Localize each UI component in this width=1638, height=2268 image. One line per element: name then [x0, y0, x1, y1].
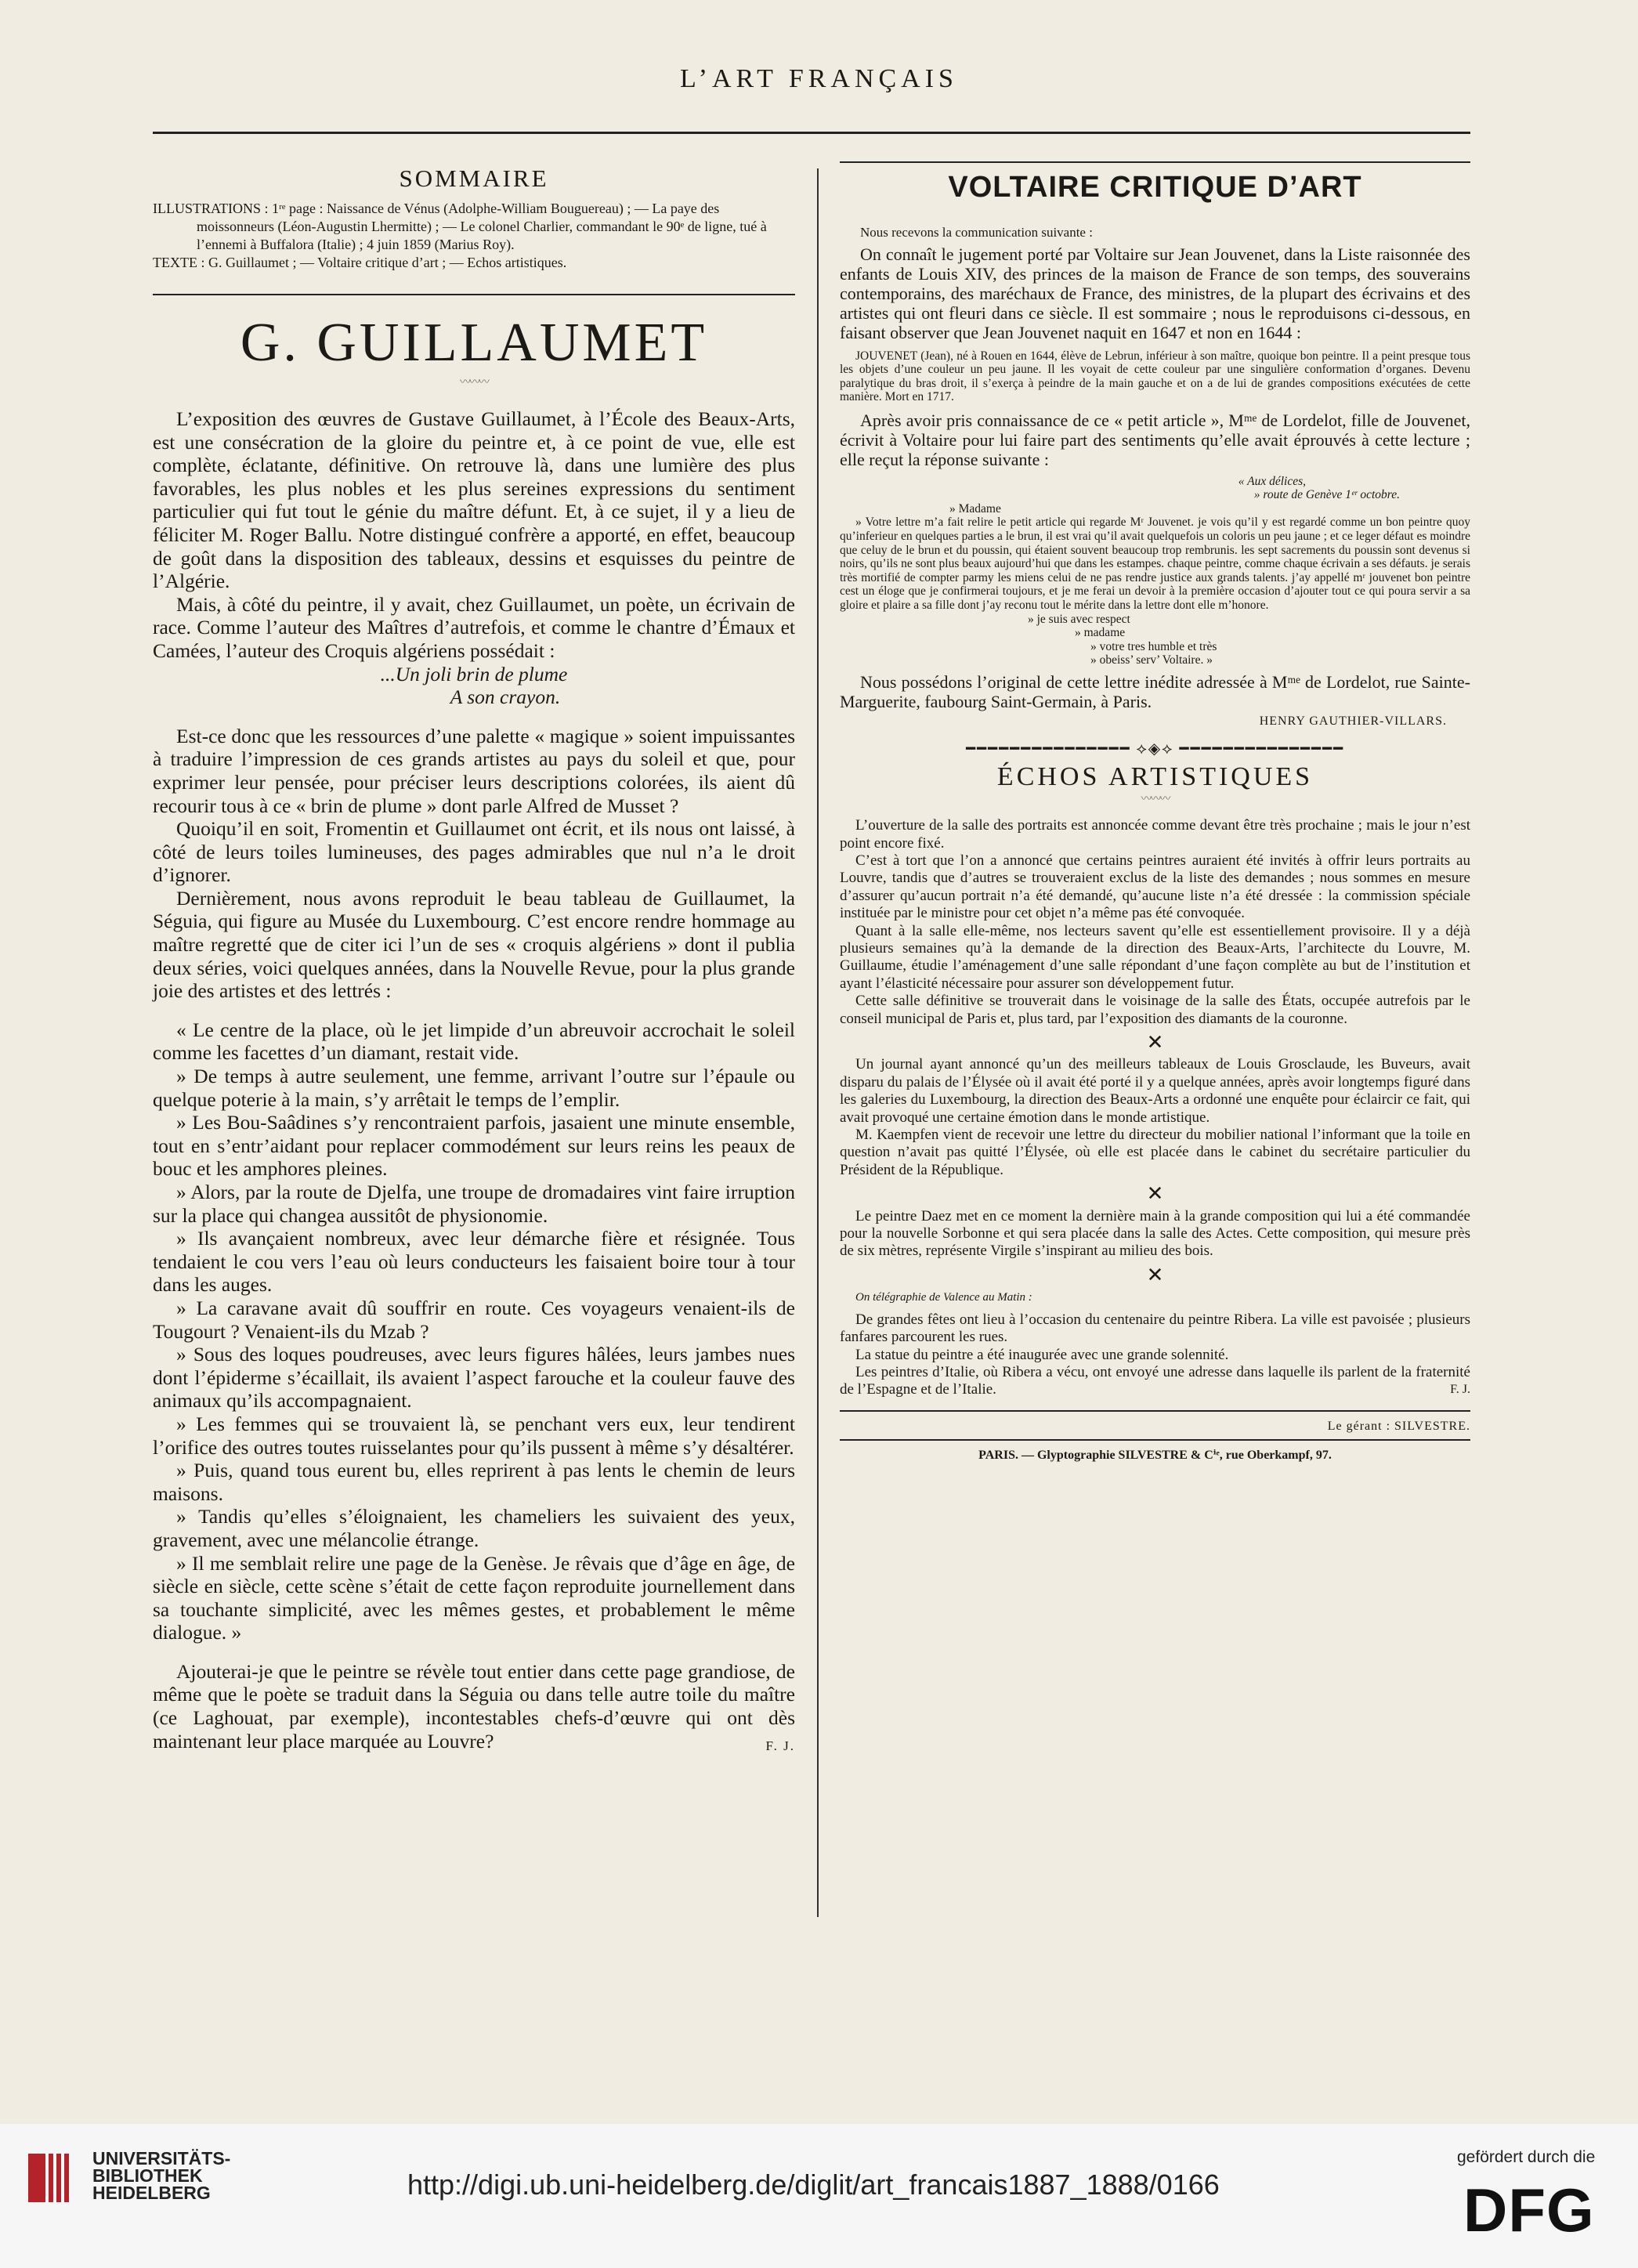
paragraph	[840, 1364, 1470, 1399]
closing-rule	[840, 1410, 1470, 1412]
header-rule	[153, 132, 1470, 134]
library-name-line: BIBLIOTHEK	[92, 2165, 203, 2186]
article-title-voltaire: VOLTAIRE CRITIQUE D’ART	[948, 171, 1362, 204]
permalink[interactable]: http://digi.ub.uni-heidelberg.de/diglit/art_francais1887_1888/0166	[407, 2169, 1220, 2201]
voltaire-article	[840, 226, 1470, 1465]
paragraph: C’est à tort que l’on a annoncé que certains peintres auraient été invités à offrir leurs portraits au Louvre, tandis que d’autres se trouveraient exclus de la liste des demandes ; nous sommes en mesure d’assurer qu’aucun portrait n’a été demandé, qu’aucune liste n’a été dressée : la commission spéciale instituée par le ministre pour cet objet n’a même pas été convoquée.	[840, 852, 1470, 922]
paragraph: On connaît le jugement porté par Voltaire sur Jean Jouvenet, dans la Liste raisonnée des enfants de Louis XIV, des princes de la maison de France de son temps, des souverains contemporains, des maréchaux de France, des ministres, de la plupart des écrivains et des artistes qui ont fleuri dans ce siècle. Il est sommaire ; nous le reproduisons ci-dessous, en faisant observer que Jean Jouvenet naquit en 1647 et non en 1644 :	[840, 244, 1470, 343]
letter-body: » Votre lettre m’a fait relire le petit article qui regarde Mʳ Jouvenet. je vois qu’il y est regardé comme un bon peintre quoy qu’inferieur en quelques parties a le brun, il est vrai qu’il avait quelquefois un coloris un peu jaune ; et ce leger défaut es moindre que celuy de le brun et du poussin, qui étaient souvent beaucoup trop rembrunis. les sept sacrements du poussin sont devenus si noirs, qu’ils ne sont plus beaux aujourd’hui que dans les estampes. chaque peintre, comme chaque écrivain a ses défauts. je serais très mortifié de compter parmy les miens celui de ne pas rendre justice aux grands talents. j’ay appellé mʳ jouvenet bon peintre cest un éloge que je confirmerai toujours, et je me ferai un devoir à la première occasion d’ajouter tout ce qui poura servir a sa gloire et plaire a sa fille dont j’ay reconu tout le mérite dans la lettre dont elle m’honore.	[840, 515, 1470, 612]
letter-closing: » je suis avec respect	[1028, 612, 1130, 626]
quote-paragraph: » De temps à autre seulement, une femme, arrivant l’outre sur l’épaule ou quelque poterie à la main, s’y arrêtait le temps de l’emplir.	[153, 1065, 795, 1111]
sommaire-rule	[153, 294, 795, 295]
paragraph: Après avoir pris connaissance de ce « petit article », Mᵐᵉ de Lordelot, fille de Jouvenet, écrivit à Voltaire pour lui faire part des sentiments qu’elle avait éprouvés à cette lecture ; elle reçut la réponse suivante :	[840, 410, 1470, 470]
sommaire-illustrations: ILLUSTRATIONS : 1ʳᵉ page : Naissance de Vénus (Adolphe-William Bouguereau) ; — La paye des moissonneurs (Léon-Augustin Lhermitte) ; — Le colonel Charlier, commandant le 90ᵉ de ligne, tué à l’ennemi à Buffalora (Italie) ; 4 juin 1859 (Marius Roy).	[153, 201, 767, 252]
voltaire-top-rule	[840, 161, 1470, 163]
closing-text: Ajouterai-je que le peintre se révèle tout entier dans cette page grandiose, de même que le poète se traduit dans la Séguia ou dans telle autre toile du maître (ce Laghouat, par exemple), incontestables chefs-d’œuvre qui ont dès maintenant leur place marquée au Louvre?	[153, 1659, 795, 1753]
library-logo-icon	[25, 2150, 75, 2205]
letter-closing: » votre tres humble et très	[1090, 639, 1217, 653]
section-ornament: ━━━━━━━━━━━━━━━ ⟡◈⟡ ━━━━━━━━━━━━━━━	[965, 740, 1345, 758]
paragraph: Le peintre Daez met en ce moment la dernière main à la grande composition qui lui a été commandée pour la nouvelle Sorbonne et qui sera placée dans la salle des Actes. Cette composition, qui mesure près de six mètres, représente Virgile s’inspirant au milieu des bois.	[840, 1207, 1470, 1260]
quote-paragraph: » Il me semblait relire une page de la Genèse. Je rêvais que d’âge en âge, de siècle en siècle, cette scène s’était de cette façon reproduite journellement dans sa touchante simplicité, avec les mêmes gestes, et probablement le même dialogue. »	[153, 1551, 795, 1644]
quote-paragraph: » Puis, quand tous eurent bu, elles reprirent à pas lents le chemin de leurs maisons.	[153, 1459, 795, 1505]
echos-section	[840, 817, 1470, 1399]
verse-line: A son crayon.	[450, 685, 561, 709]
paragraph: L’exposition des œuvres de Gustave Guillaumet, à l’École des Beaux-Arts, est une consécration de la gloire du peintre et, à ce point de vue, elle est complète, éclatante, définitive. On retrouve là, dans une lumière des plus favorables, les plus nobles et les plus sereines expressions du sentiment particulier qui fut tout le génie du maître défunt. Et, à ce sujet, il y a lieu de féliciter M. Roger Ballu. Notre distingué confrère a apporté, en effet, beaucoup de goût dans la disposition des tableaux, dessins et esquisses du peintre de l’Algérie.	[153, 407, 795, 593]
paragraph: Est-ce donc que les ressources d’une palette « magique » soient impuissantes à traduire l’impression de ces grands artistes au pays du soleil et que, pour exprimer leur pensée, pour préciser leurs descriptions colorées, ils aient dû recourir tous à ce « brin de plume » dont parle Alfred de Musset ?	[153, 724, 795, 817]
letter-place: « Aux délices,	[1238, 474, 1306, 488]
dispatch-line: On télégraphie de Valence au Matin :	[855, 1291, 1032, 1304]
footnote	[840, 349, 1470, 404]
section-cross: ✕	[1146, 1031, 1164, 1054]
letter	[840, 475, 1470, 667]
quote-paragraph: » Alors, par la route de Djelfa, une troupe de dromadaires vint faire irruption sur la place qui changea aussitôt de physionomie.	[153, 1181, 795, 1227]
library-name	[92, 2150, 230, 2201]
section-cross: ✕	[1146, 1263, 1164, 1286]
dfg-logo: DFG	[1463, 2176, 1595, 2244]
paragraph: Un journal ayant annoncé qu’un des meilleurs tableaux de Louis Grosclaude, les Buveurs, avait disparu du palais de l’Élysée où il avait été porté il y a quelque années, après avoir longtemps figuré dans les galeries du Luxembourg, la direction des Beaux-Arts a ordonné une enquête pour éclaircir ce fait, qui avait provoqué une certaine émotion dans le monde artistique.	[840, 1056, 1470, 1126]
paragraph: Nous possédons l’original de cette lettre inédite adressée à Mᵐᵉ de Lordelot, rue Sainte-Marguerite, faubourg Saint-Germain, à Paris.	[840, 671, 1470, 712]
journal-title: L’ART FRANÇAIS	[680, 64, 958, 93]
letter-closing: » obeiss’ serv’ Voltaire. »	[1090, 653, 1213, 667]
author-signature: F. J.	[1450, 1383, 1470, 1397]
paragraph: Dernièrement, nous avons reproduit le beau tableau de Guillaumet, la Séguia, qui figure au Musée du Luxembourg. C’est encore rendre hommage au maître regretté que de citer ici l’un de ses « croquis algériens » dont il publia deux séries, voici quelques années, dans la Nouvelle Revue, pour la plus grande joie des artistes et des lettrés :	[153, 886, 795, 1003]
section-cross: ✕	[1146, 1182, 1164, 1206]
printer-line: PARIS. — Glyptographie SILVESTRE & Cⁱᵉ, rue Oberkampf, 97.	[978, 1448, 1332, 1462]
title-ornament: 〰〰〰	[1141, 793, 1170, 805]
quote-paragraph: » Les Bou-Saâdines s’y rencontraient parfois, jasaient une minute ensemble, tout en s’entr’aidant pour replacer commodément sur leurs reins les peaux de bouc et les amphores pleines.	[153, 1111, 795, 1181]
quote-paragraph: » Ils avançaient nombreux, avec leur démarche fière et résignée. Tous tendaient le cou vers l’eau où leurs conducteurs les faisaient boire tour à tour dans les auges.	[153, 1227, 795, 1297]
closing-rule	[840, 1439, 1470, 1441]
paragraph: Quoiqu’il en soit, Fromentin et Guillaumet ont écrit, et ils nous ont laissé, à côté de leurs toiles lumineuses, des pages admirables que nul n’a le droit d’ignorer.	[153, 817, 795, 887]
sommaire-content	[153, 200, 795, 272]
paragraph	[153, 1660, 795, 1753]
quote-paragraph: » Sous des loques poudreuses, avec leurs figures hâlées, leurs jambes nues dont l’épiderme s’écaillait, ils avaient l’aspect farouche et la couleur fauve des animaux qu’ils accompagnaient.	[153, 1343, 795, 1413]
paragraph: Mais, à côté du peintre, il y avait, chez Guillaumet, un poète, un écrivain de race. Comme l’auteur des Maîtres d’autrefois, et comme le chantre d’Émaux et Camées, l’auteur des Croquis algériens possédait :	[153, 592, 795, 662]
paragraph: De grandes fêtes ont lieu à l’occasion du centenaire du peintre Ribera. La ville est pavoisée ; plusieurs fanfares parcourent les rues.	[840, 1311, 1470, 1346]
paragraph: La statue du peintre a été inaugurée avec une grande solennité.	[855, 1346, 1229, 1363]
quote-paragraph: » La caravane avait dû souffrir en route. Ces voyageurs venaient-ils de Tougourt ? Venaient-ils du Mzab ?	[153, 1296, 795, 1343]
author-signature: HENRY GAUTHIER-VILLARS.	[1259, 714, 1447, 729]
author-signature: F. J.	[765, 1738, 795, 1753]
paragraph: L’ouverture de la salle des portraits est annoncée comme devant être très prochaine ; mais le jour n’est point encore fixé.	[840, 817, 1470, 852]
funding-caption: gefördert durch die	[1457, 2148, 1596, 2166]
article-title-guillaumet: G. GUILLAUMET	[240, 313, 708, 373]
letter-closing: » madame	[1075, 626, 1126, 640]
paragraph: Cette salle définitive se trouverait dans le voisinage de la salle des États, occupée autrefois par le conseil municipal de Paris et, plus tard, par l’exposition des diamants de la couronne.	[840, 993, 1470, 1027]
quote-paragraph: » Les femmes qui se trouvaient là, se penchant vers eux, leur tendirent l’orifice des outres toutes ruisselantes pour qu’ils pussent à même s’y désaltérer.	[153, 1412, 795, 1459]
quote-paragraph: « Le centre de la place, où le jet limpide d’un abreuvoir accrochait le soleil comme les facettes d’un diamant, restait vide.	[153, 1018, 795, 1065]
title-ornament: 〰〰〰	[460, 377, 488, 389]
gerant-line: Le gérant : SILVESTRE.	[1327, 1419, 1470, 1433]
library-name-line: HEIDELBERG	[92, 2183, 211, 2203]
paragraph: Quant à la salle elle-même, nos lecteurs savent qu’elle est essentiellement provisoire. Il y a déjà plusieurs semaines qu’à la demande de la direction des Beaux-Arts, l’architecte du Louvre, M. Guillaume, étudie l’aménagement d’une salle répondant d’une façon complète au but de l’institution et ayant l’élasticité nécessaire pour assurer son développement futur.	[840, 922, 1470, 992]
guillaumet-article	[153, 407, 795, 1757]
letter-salutation: » Madame	[949, 501, 1001, 515]
sommaire-title: SOMMAIRE	[399, 165, 549, 192]
sommaire-texte: TEXTE : G. Guillaumet ; — Voltaire critique d’art ; — Echos artistiques.	[153, 255, 567, 270]
closing-text: Les peintres d’Italie, où Ribera a vécu, ont envoyé une adresse dans laquelle ils parlent de la fraternité de l’Espagne et de l’Italie.	[840, 1363, 1470, 1398]
column-divider	[817, 168, 819, 1917]
paragraph: M. Kaempfen vient de recevoir une lettre du directeur du mobilier national l’informant que la toile en question n’avait pas quitté l’Élysée, où elle est placée dans le cabinet du secrétaire particulier du Président de la République.	[840, 1127, 1470, 1178]
verse-line: ...Un joli brin de plume	[380, 662, 568, 685]
echos-title: ÉCHOS ARTISTIQUES	[996, 761, 1314, 791]
letter-date: » route de Genève 1ᵉʳ octobre.	[1253, 488, 1400, 502]
intro-line: Nous recevons la communication suivante :	[860, 225, 1093, 240]
library-name-line: UNIVERSITÄTS-	[92, 2148, 231, 2169]
footnote-text: JOUVENET (Jean), né à Rouen en 1644, élève de Lebrun, inférieur à son maître, quoique bon peintre. Il a peint presque tous les objets d’une couleur un peu jaune. Il les voyait de cette couleur par une singulière conformation d’organes. Devenu paralytique du bras droit, il s’exerça à peindre de la main gauche et on a de lui de grandes compositions exécutées de cette manière. Mort en 1717.	[840, 349, 1470, 404]
quote-paragraph: » Tandis qu’elles s’éloignaient, les chameliers les suivaient des yeux, gravement, avec une mélancolie étrange.	[153, 1505, 795, 1551]
